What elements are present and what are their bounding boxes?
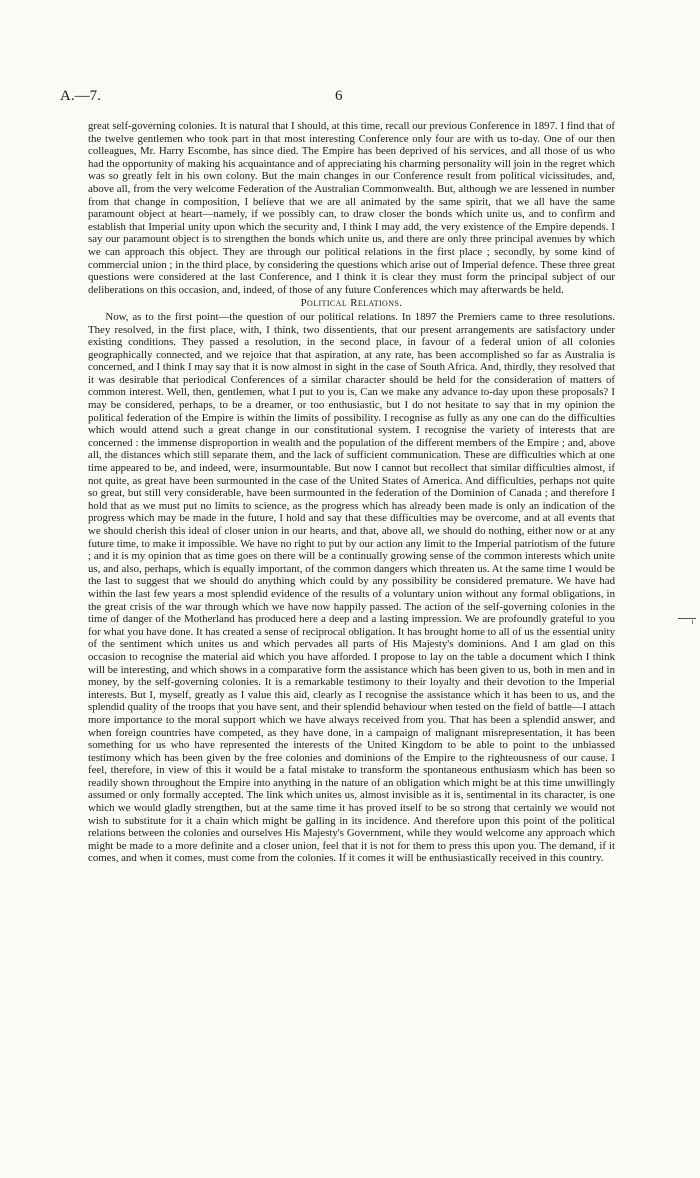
page-header	[60, 88, 640, 108]
page-number: 6	[335, 88, 343, 104]
document-reference: A.—7.	[60, 88, 101, 104]
margin-mark-tick	[692, 620, 693, 624]
paragraph-continuation: great self-governing colonies. It is natural that I should, at this time, recall our previous Conference in 1897. I find that of the twelve gentlemen who took part in that most interesting Conference only four are with us to-day. One of our then colleagues, Mr. Harry Escombe, has since died. The Empire has been deprived of his services, and all those of us who had the opportunity of making his acquaintance and of appreciating his charming personality will join in the regret which was so greatly felt in his own colony. But the main changes in our Conference result from political vicissitudes, and, above all, from the very welcome Federation of the Australian Commonwealth. But, although we are lessened in number from that change in composition, I believe that we are all animated by the same spirit, that we all have the same paramount object at heart—namely, if we possibly can, to draw closer the bonds which unite us, and to confirm and establish that Imperial unity upon which the security and, I think I may add, the very existence of the Empire depends. I say our paramount object is to strengthen the bonds which unite us, and there are only three principal avenues by which we can approach this object. They are through our political relations in the first place ; secondly, by some kind of commercial union ; in the third place, by considering the questions which arise out of Imperial defence. These three great questions were considered at the last Conference, and I think it is clear they must form the principal subject of our deliberations on this occasion, and, indeed, of those of any future Conferences which may afterwards be held.	[88, 120, 615, 296]
section-heading: Political Relations.	[300, 297, 403, 310]
margin-mark	[678, 618, 696, 619]
page-body	[88, 120, 615, 865]
paragraph-political-relations: Now, as to the first point—the question of our political relations. In 1897 the Premiers came to three resolutions. They resolved, in the first place, with, I think, two dissentients, that our present arrangements are satisfactory under existing conditions. They passed a resolution, in the second place, in favour of a federal union of all colonies geographically connected, and we rejoice that that aspiration, at any rate, has been accomplished so far as Australia is concerned, and I think I may say that it is now almost in sight in the case of South Africa. And, thirdly, they resolved that it was desirable that periodical Conferences of a similar character should be held for the consideration of matters of common interest. Well, then, gentlemen, what I put to you is, Can we make any advance to-day upon these proposals? I may be considered, perhaps, to be a dreamer, or too enthusiastic, but I do not hesitate to say that in my opinion the political federation of the Empire is within the limits of possibility. I recognise as fully as any one can do the difficulties which would attend such a great change in our constitutional system. I recognise the variety of interests that are concerned : the immense disproportion in wealth and the population of the different members of the Empire ; and, above all, the distances which still separate them, and the lack of sufficient communication. These are difficulties which at one time appeared to be, and indeed, were, insurmountable. But now I cannot but recollect that similar difficulties almost, if not quite, as great have been surmounted in the case of the United States of America. And difficulties, perhaps not quite so great, but still very considerable, have been surmounted in the federation of the Dominion of Canada ; and therefore I hold that as we must put no limits to science, as the progress which has already been made is only an indication of the progress which may be made in the future, I hold and say that these difficulties may be overcome, and at all events that we should cherish this ideal of closer union in our hearts, and that, above all, we should do nothing, either now or at any future time, to make it impossible. We have no right to put by our action any limit to the Imperial patriotism of the future ; and it is my opinion that as time goes on there will be a continually growing sense of the common interests which unite us, and also, perhaps, which is equally important, of the common dangers which threaten us. At the same time I would be the last to suggest that we should do anything which could by any possibility be considered premature. We have had within the last few years a most splendid evidence of the results of a voluntary union without any formal obligations, in the great crisis of the war through which we have now happily passed. The action of the self-governing colonies in the time of danger of the Motherland has produced here a deep and a lasting impression. We are profoundly grateful to you for what you have done. It has created a sense of reciprocal obligation. It has brought home to all of us the essential unity of the sentiment which unites us and which pervades all parts of His Majesty's dominions. And I am glad on this occasion to recognise the material aid which you have afforded. I propose to lay on the table a document which I think will be interesting, and which shows in a comparative form the assistance which has been given to us, both in men and in money, by the self-governing colonies. It is a remarkable testimony to their loyalty and their devotion to the Imperial interests. But I, myself, greatly as I value this aid, clearly as I recognise the assistance which it has been to us, and the splendid quality of the troops that you have sent, and their splendid behaviour when tested on the field of battle—I attach more importance to the moral support which we have always received from you. That has been a splendid answer, and when foreign countries have competed, as they have done, in a campaign of malignant misrepresentation, it has been something for us who have represented the interests of the United Kingdom to be able to point to the unbiassed testimony which has been given by the free colonies and dominions of the Empire to the righteousness of our cause. I feel, therefore, in view of this it would be a fatal mistake to transform the spontaneous enthusiasm which has been so readily shown throughout the Empire into anything in the nature of an obligation which might be at this time unwillingly assumed or only formally accepted. The link which unites us, almost invisible as it is, sentimental in its character, is one which we would gladly strengthen, but at the same time it has proved itself to be so strong that certainly we would not wish to substitute for it a chain which might be galling in its incidence. And therefore upon this point of the political relations between the colonies and ourselves His Majesty's Government, while they would welcome any approach which might be made to a more definite and a closer union, feel that it is not for them to press this upon you. The demand, if it comes, and when it comes, must come from the colonies. If it comes it will be enthusiastically received in this country.	[88, 310, 615, 865]
